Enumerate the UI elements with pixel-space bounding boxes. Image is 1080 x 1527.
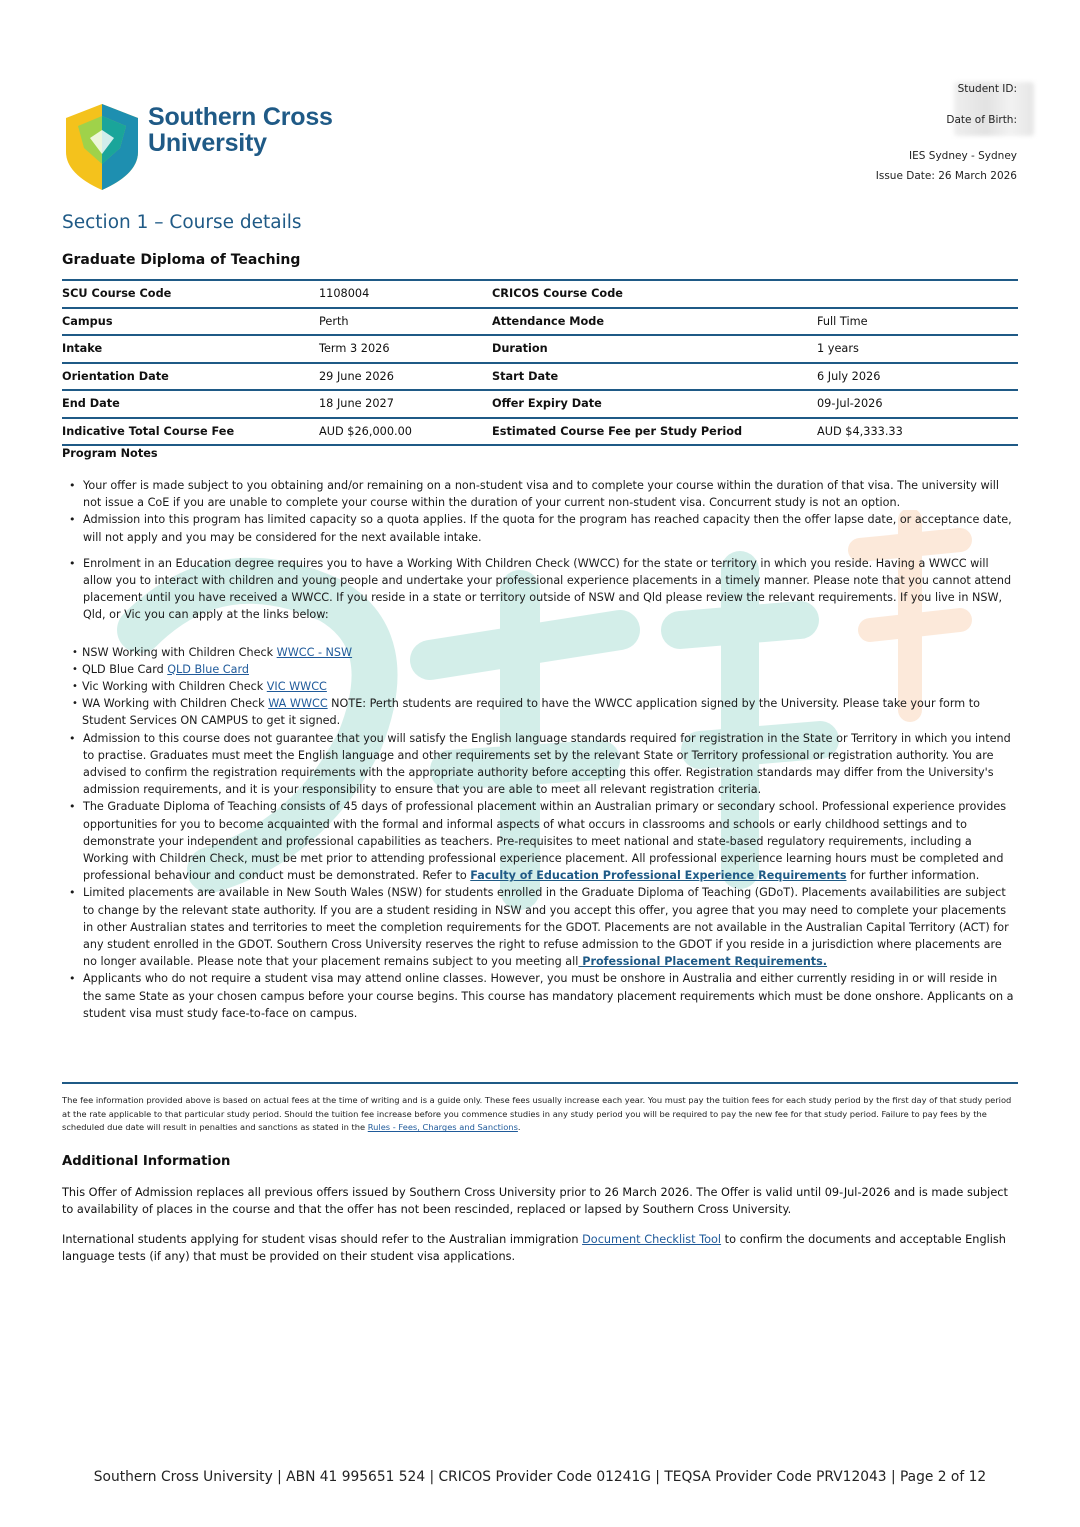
- vic-wwcc-link[interactable]: VIC WWCC: [266, 680, 327, 694]
- divider: [62, 1082, 1018, 1084]
- details-row: [62, 281, 1018, 309]
- detail-label: Intake: [62, 342, 103, 356]
- sub-item: [72, 695, 1018, 729]
- sub-item-text: QLD Blue Card: [82, 662, 168, 676]
- note-text: Your offer is made subject to you obtaining and/or remaining on a non-student visa and to complete your course within the duration of that visa. The university will not issue a CoE if you are unable to complete your course within the duration of your current non-student visa. Concurrent study is not an option.: [83, 479, 999, 510]
- note-text: Enrolment in an Education degree requires you to have a Working With Children Check (WWCC) for the state or territory in which you reside. Having a WWCC will allow you to interact with children and young people and undertake your professional experience placements in a timely manner. Please note that you cannot attend placement until you have received a WWCC. If you reside in a state or territory outside of NSW and Qld please review the relevant requirements. If you live in NSW, Qld, or Vic you can apply at the links below:: [83, 556, 1012, 622]
- sub-item: [72, 644, 1018, 661]
- program-notes: [62, 477, 1018, 1022]
- wwcc-nsw-link[interactable]: WWCC - NSW: [276, 645, 353, 659]
- note-item: [83, 477, 1018, 511]
- section-title: Section 1 – Course details: [62, 212, 302, 233]
- detail-value: AUD $26,000.00: [319, 424, 412, 438]
- fees-rules-link[interactable]: Rules - Fees, Charges and Sanctions: [367, 1122, 518, 1133]
- wordmark-line1: Southern Cross: [148, 103, 333, 131]
- sub-item-text: WA Working with Children Check: [82, 697, 269, 711]
- detail-value: 1108004: [319, 287, 370, 301]
- detail-label: CRICOS Course Code: [492, 287, 623, 301]
- sub-item-note: NOTE: Perth students are required to have the WWCC application signed by the University. Please take your form to Student Services ON CAMPUS to get it signed.: [82, 697, 980, 728]
- detail-label: Offer Expiry Date: [492, 397, 602, 411]
- note-text: for further information.: [846, 869, 980, 883]
- wwcc-link-list: [72, 644, 1018, 730]
- note-item: [83, 884, 1018, 970]
- course-title: Graduate Diploma of Teaching: [62, 252, 301, 268]
- detail-value: 6 July 2026: [817, 369, 881, 383]
- detail-value: 1 years: [817, 342, 859, 356]
- paragraph-text: to confirm the documents and acceptable English language tests (if any) that must be provided on their student visa applications.: [62, 1233, 1006, 1264]
- detail-label: Campus: [62, 314, 113, 328]
- paragraph-text: International students applying for student visas should refer to the Australian immigration: [62, 1233, 583, 1246]
- wa-wwcc-link[interactable]: WA WWCC: [268, 697, 328, 711]
- detail-value: Perth: [319, 314, 349, 328]
- sub-item: [72, 661, 1018, 678]
- course-details-table: [62, 279, 1018, 446]
- fee-disclaimer-end: .: [517, 1122, 521, 1133]
- detail-label: Orientation Date: [62, 369, 169, 383]
- detail-value: Term 3 2026: [319, 342, 390, 356]
- note-text: Limited placements are available in New South Wales (NSW) for students enrolled in the Graduate Diploma of Teaching (GDoT). Placements availabilities are subject to change by the relevant state authority. If you are a student residing in NSW and you accept this offer, you agree that you may need to complete your placements in other Australian states and territories to meet the completion requirements for the GDOT. Placements are not available in the Australian Capital Territory (ACT) for any student enrolled in the GDOT. Southern Cross University reserves the right to refuse admission to the GDOT if you reside in a jurisdiction where placements are no longer available. Please note that your placement remains subject to you meeting all: [83, 886, 1009, 969]
- detail-label: Duration: [492, 342, 548, 356]
- details-row: [62, 419, 1018, 447]
- details-row: [62, 309, 1018, 337]
- university-shield-logo: [66, 104, 138, 190]
- additional-info-title: Additional Information: [62, 1154, 231, 1169]
- detail-value: AUD $4,333.33: [817, 424, 903, 438]
- student-id-label: Student ID:: [957, 83, 1017, 95]
- detail-label: Start Date: [492, 369, 559, 383]
- additional-info-paragraph: [62, 1231, 1018, 1266]
- professional-experience-link[interactable]: Faculty of Education Professional Experience Requirements: [470, 869, 847, 883]
- detail-value: Full Time: [817, 314, 868, 328]
- program-notes-title: Program Notes: [62, 447, 158, 460]
- university-wordmark: [148, 104, 333, 156]
- detail-label: Attendance Mode: [492, 314, 605, 328]
- note-item: [83, 555, 1018, 730]
- detail-label: Estimated Course Fee per Study Period: [492, 424, 743, 438]
- note-item: [83, 511, 1018, 545]
- detail-label: End Date: [62, 397, 120, 411]
- fee-disclaimer-text: The fee information provided above is based on actual fees at the time of writing and is a guide only. These fees usually increase each year. You must pay the tuition fees for each study period by the first day of that study period at the rate applicable to that particular study period. Should the tuition fee increase before you commence studies in any study period you will be required to pay the new fee for that study period. Failure to pay fees by the scheduled due date will result in penalties and sanctions as stated in the: [62, 1095, 1012, 1133]
- placement-requirements-link[interactable]: Professional Placement Requirements.: [578, 955, 828, 969]
- note-text: Applicants who do not require a student visa may attend online classes. However, you must be onshore in Australia and either currently residing in or will reside in the same State as your chosen campus before your course begins. This course has mandatory placement requirements which must be done onshore. Applicants on a student visa must study face-to-face on campus.: [83, 972, 1014, 1020]
- sub-item-text: NSW Working with Children Check: [82, 645, 277, 659]
- document-checklist-link[interactable]: Document Checklist Tool: [582, 1233, 722, 1246]
- fee-disclaimer: [62, 1094, 1018, 1135]
- issue-date: Issue Date: 26 March 2026: [875, 170, 1017, 182]
- dob-label: Date of Birth:: [946, 114, 1017, 126]
- detail-value: 09-Jul-2026: [817, 397, 883, 411]
- page-footer: Southern Cross University | ABN 41 995651 524 | CRICOS Provider Code 01241G | TEQSA Provider Code PRV12043 | Page 2 of 12: [93, 1469, 987, 1485]
- note-item: [83, 798, 1018, 884]
- detail-label: SCU Course Code: [62, 287, 172, 301]
- sub-item: [72, 678, 1018, 695]
- qld-blue-card-link[interactable]: QLD Blue Card: [167, 662, 249, 676]
- additional-info-paragraph: This Offer of Admission replaces all previous offers issued by Southern Cross University prior to 26 March 2026. The Offer is valid until 09-Jul-2026 and is made subject to availability of places in the course and that the offer has not been rescinded, replaced or lapsed by Southern Cross University.: [62, 1186, 1008, 1217]
- details-row: [62, 364, 1018, 392]
- note-item: [83, 970, 1018, 1022]
- note-text: Admission into this program has limited capacity so a quota applies. If the quota for the program has reached capacity then the offer lapse date, or acceptance date, will not apply and you may be considered for the next available intake.: [83, 513, 1012, 544]
- note-text: Admission to this course does not guarantee that you will satisfy the English language standards required for registration in the State or Territory in which you intend to practise. Graduates must meet the English language and other requirements set by the relevant State or Territory professional or registration authority. You are advised to confirm the registration requirements with the appropriate authority before accepting this offer. Registration standards may differ from the University's admission requirements, and it is your responsibility to ensure that you are able to meet all relevant registration criteria.: [83, 731, 1011, 797]
- details-row: [62, 391, 1018, 419]
- wordmark-line2: University: [148, 129, 267, 157]
- detail-value: 29 June 2026: [319, 369, 394, 383]
- sub-item-text: Vic Working with Children Check: [82, 680, 267, 694]
- detail-value: 18 June 2027: [319, 397, 394, 411]
- campus-location: IES Sydney - Sydney: [909, 150, 1017, 162]
- detail-label: Indicative Total Course Fee: [62, 424, 235, 438]
- note-item: [83, 730, 1018, 799]
- note-text: The Graduate Diploma of Teaching consists of 45 days of professional placement within an Australian primary or secondary school. Professional experience provides opportunities for you to become acquainted with the formal and informal aspects of what occurs in classrooms and schools or early childhood settings and to demonstrate your independent and professional capabilities as teachers. Pre-requisites to meet national and state-based regulatory requirements, including a Working with Children Check, must be met prior to attending professional experience placement. All professional experience learning hours must be completed and professional behaviour and conduct must be demonstrated. Refer to: [83, 800, 1007, 883]
- details-row: [62, 336, 1018, 364]
